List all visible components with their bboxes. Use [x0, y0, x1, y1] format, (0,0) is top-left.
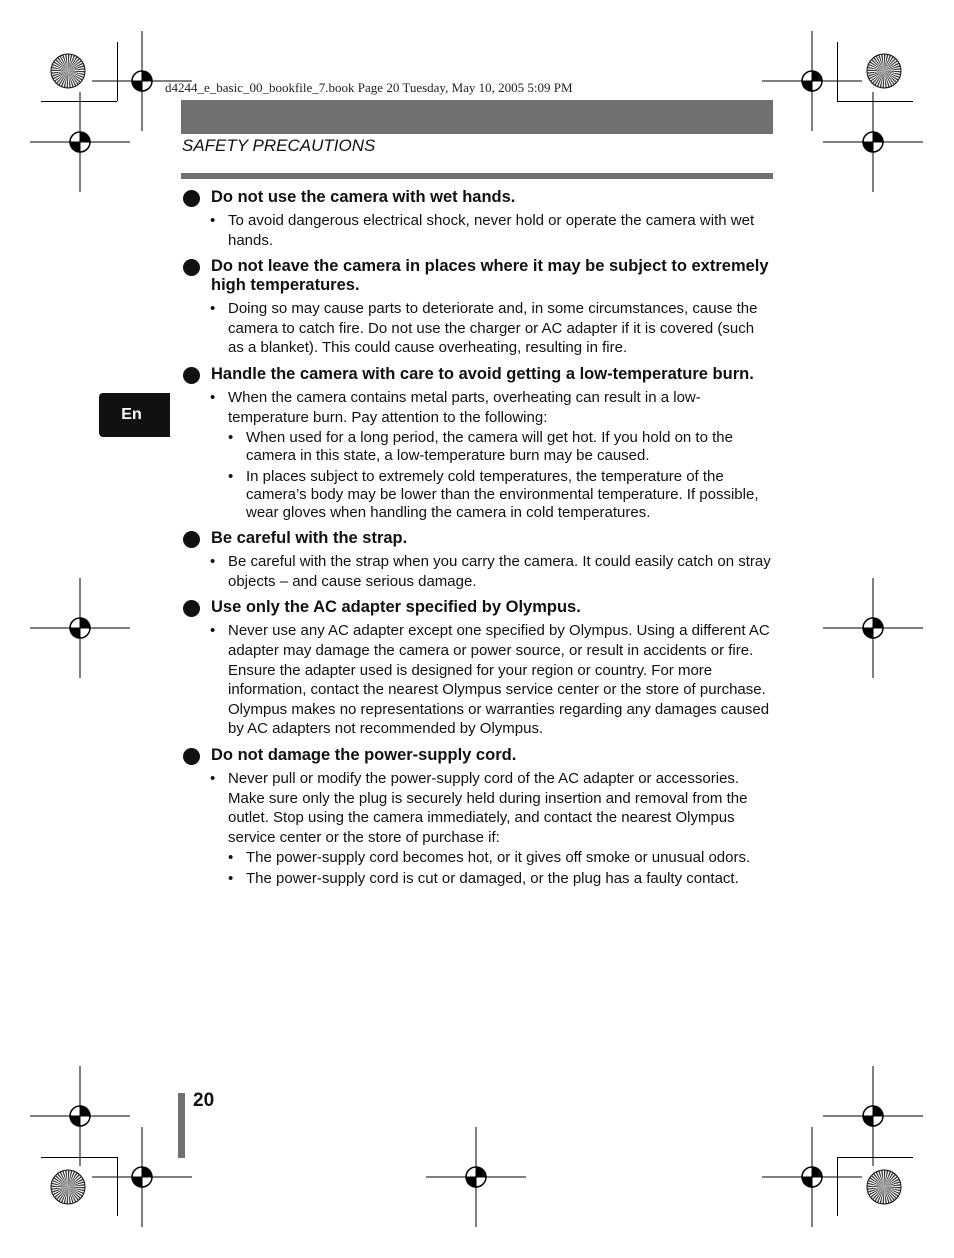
bullet-text: Be careful with the strap when you carry the camera. It could easily catch on stray objects – and cause serious damage. — [228, 553, 771, 590]
bullet-mark: • — [210, 300, 216, 318]
bullet-dot-icon — [183, 600, 200, 617]
sub-bullet-text: In places subject to extremely cold temperatures, the temperature of the camera’s body may be lower than the environmental temperature. If possible, wear gloves when handling the camera in cold temperatures. — [246, 467, 759, 521]
precaution-heading-text: Be careful with the strap. — [211, 529, 408, 548]
precaution-heading — [182, 598, 774, 617]
precaution-heading-text: Handle the camera with care to avoid getting a low-temperature burn. — [211, 364, 754, 383]
precaution-bullet — [182, 769, 774, 847]
precaution-item — [182, 257, 774, 358]
bullet-text: Never pull or modify the power-supply cord of the AC adapter or accessories. Make sure only the plug is securely held during insertion and removal from the outlet. Stop using the camera immediately, and contact the nearest Olympus service center or the store of purchase if: — [228, 769, 748, 846]
bullet-text: Doing so may cause parts to deteriorate and, in some circumstances, cause the camera to catch fire. Do not use the charger or AC adapter if it is covered (such as a blanket). This could cause overheating, resulting in fire. — [228, 300, 758, 357]
precaution-heading-text: Do not use the camera with wet hands. — [211, 188, 516, 206]
registration-starburst-icon — [50, 1169, 86, 1205]
language-tab — [99, 393, 170, 437]
sub-bullet-text: The power-supply cord becomes hot, or it gives off smoke or unusual odors. — [246, 849, 751, 867]
bullet-mark: • — [228, 869, 234, 887]
header-rule — [181, 173, 773, 179]
crop-line — [837, 42, 838, 101]
page-number: 20 — [193, 1090, 215, 1111]
bullet-mark: • — [210, 553, 216, 571]
registration-crosshair-icon — [30, 92, 130, 192]
sub-bullet-text: When used for a long period, the camera will get hot. If you hold on to the camera in this state, a low-temperature burn may be caused. — [246, 429, 733, 465]
bullet-dot-icon — [183, 259, 200, 276]
bullet-mark: • — [210, 769, 216, 787]
precaution-item — [182, 529, 774, 591]
precaution-bullet — [182, 211, 774, 250]
bullet-mark: • — [210, 212, 216, 229]
registration-crosshair-icon — [823, 578, 923, 678]
bullet-mark: • — [228, 467, 234, 485]
crop-line — [837, 1157, 913, 1158]
bullet-mark: • — [210, 388, 216, 406]
bullet-text: To avoid dangerous electrical shock, never hold or operate the camera with wet hands. — [228, 212, 755, 249]
sub-bullet-text: The power-supply cord is cut or damaged, or the plug has a faulty contact. — [246, 869, 739, 887]
precaution-bullet — [182, 388, 774, 427]
crop-line — [41, 1157, 117, 1158]
precaution-heading — [182, 746, 774, 765]
registration-starburst-icon — [866, 53, 902, 89]
precaution-sub-bullet — [182, 870, 774, 888]
precaution-sub-bullet — [182, 468, 774, 523]
header-bar — [181, 100, 773, 134]
section-title: SAFETY PRECAUTIONS — [182, 136, 376, 155]
precaution-heading — [182, 257, 774, 295]
bullet-mark: • — [210, 622, 216, 640]
precaution-heading — [182, 365, 774, 384]
precaution-bullet — [182, 552, 774, 591]
bullet-dot-icon — [183, 367, 200, 384]
language-tab-label: En — [121, 406, 142, 423]
precaution-sub-bullet — [182, 429, 774, 465]
bullet-text: When the camera contains metal parts, overheating can result in a low-temperature burn. Pay attention to the following: — [228, 388, 701, 426]
registration-crosshair-icon — [426, 1127, 526, 1227]
registration-starburst-icon — [866, 1169, 902, 1205]
crop-line — [837, 1157, 838, 1216]
precaution-item — [182, 365, 774, 522]
registration-crosshair-icon — [30, 578, 130, 678]
registration-crosshair-icon — [823, 92, 923, 192]
bullet-dot-icon — [183, 190, 200, 207]
registration-crosshair-icon — [92, 1127, 192, 1227]
precaution-sub-bullet — [182, 849, 774, 867]
bullet-mark: • — [228, 429, 234, 447]
precaution-item — [182, 188, 774, 250]
page-number-bar — [178, 1093, 185, 1158]
precaution-bullet — [182, 621, 774, 739]
crop-line — [117, 1157, 118, 1216]
precaution-heading-text: Use only the AC adapter specified by Olympus. — [211, 598, 581, 617]
registration-starburst-icon — [50, 53, 86, 89]
bullet-dot-icon — [183, 748, 200, 765]
print-header: d4244_e_basic_00_bookfile_7.book Page 20 Tuesday, May 10, 2005 5:09 PM — [165, 80, 573, 95]
registration-crosshair-icon — [762, 1127, 862, 1227]
crop-line — [41, 101, 117, 102]
precaution-heading-text: Do not leave the camera in places where it may be subject to extremely high temperatures. — [211, 257, 769, 295]
precaution-item — [182, 746, 774, 888]
bullet-mark: • — [228, 849, 234, 867]
precaution-heading — [182, 188, 774, 207]
crop-line — [117, 42, 118, 101]
safety-precautions-list — [182, 188, 774, 895]
precaution-heading-text: Do not damage the power-supply cord. — [211, 745, 517, 764]
precaution-bullet — [182, 299, 774, 358]
bullet-text: Never use any AC adapter except one specified by Olympus. Using a different AC adapter may damage the camera or power source, or result in accidents or fire. Ensure the adapter used is designed for your region or country. For more information, contact the nearest Olympus service center or the store of purchase. Olympus makes no representations or warranties regarding any damages caused by AC adapters not recommended by Olympus. — [228, 622, 770, 738]
crop-line — [837, 101, 913, 102]
precaution-heading — [182, 529, 774, 548]
bullet-dot-icon — [183, 531, 200, 548]
precaution-item — [182, 598, 774, 739]
